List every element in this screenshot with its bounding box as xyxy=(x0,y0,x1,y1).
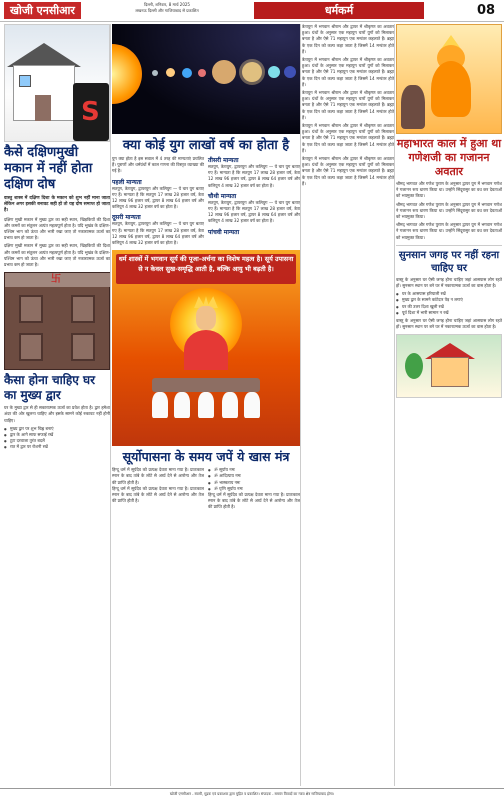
mantra-item: ● ॐ घृणि सूर्याय नमः xyxy=(208,486,300,492)
subheading: चौथी मान्यता xyxy=(208,192,237,200)
box-headline[interactable]: कैसा होना चाहिए घर का मुख्य द्वार xyxy=(4,373,96,403)
list-item: ● घर की उत्तर दिशा खुली रखें xyxy=(396,304,502,310)
list-item: ● रात में द्वार पर रोशनी रखें xyxy=(4,444,110,450)
planet-icon xyxy=(212,60,236,84)
page-number: 08 xyxy=(476,3,496,18)
planet-icon xyxy=(284,66,296,78)
subheading: पांचवी मान्यता xyxy=(208,228,240,236)
swastik-icon: 卐 xyxy=(51,274,61,286)
section-title: धर्मकर्म xyxy=(254,2,424,19)
tips-list xyxy=(396,291,502,316)
house-scene-image xyxy=(396,334,502,398)
column-yug xyxy=(112,24,300,786)
masthead-edition: लखनऊ दिल्ली और गाजियाबाद से प्रकाशित xyxy=(135,8,199,13)
door-panel xyxy=(71,295,95,323)
sage-figure xyxy=(401,85,425,129)
tips-list xyxy=(4,426,110,451)
surya-body xyxy=(184,330,228,370)
article-body: हिन्दू धर्म में सूर्यदेव को प्रत्यक्ष देवता माना गया है। प्रातःकाल स्नान के बाद तांबे के लोटे से अर्घ्य देने से आरोग्य और तेज की प्राप्ति होती है। xyxy=(112,485,204,504)
house-compass-image xyxy=(4,24,110,142)
ganesh-body xyxy=(431,61,471,117)
article-body: त्रेतायुग में भगवान श्रीराम और द्वापर में श्रीकृष्ण का अवतार हुआ। ग्रंथों के अनुसार एक महायुग चारों युगों को मिलाकर बनता है और ऐसे 71 महायुग एक मन्वंतर कहलाते हैं। ब्रह्मा के एक दिन को कल्प कहा जाता है जिसमें 14 मन्वंतर होते हैं। xyxy=(302,156,394,186)
surya-ribbon: धर्म शास्त्रों में भगवान सूर्य की पूजा-अर्चना का विशेष महत्व है। सूर्य उपासना से न केवल सुख-समृद्धि आती है, बल्कि आयु भी बढ़ती है। xyxy=(116,254,296,284)
horse-icon xyxy=(222,392,238,418)
column-divider xyxy=(394,24,395,786)
newspaper-logo[interactable]: खोजी एनसीआर xyxy=(4,2,81,19)
house-roof xyxy=(7,43,81,67)
column-vastu xyxy=(4,24,110,786)
box-headline[interactable]: सुनसान जगह पर नहीं रहना चाहिए घर xyxy=(396,245,502,275)
list-item: ● द्वार के आगे साफ सफाई रखें xyxy=(4,432,110,438)
surya-illustration xyxy=(112,250,300,446)
article-subcolumn xyxy=(208,156,300,246)
surya-headline[interactable]: सूर्योपासना के समय जपें ये खास मंत्र xyxy=(122,449,290,465)
subheading: दूसरी मान्यता xyxy=(112,214,141,222)
column-yug-continued xyxy=(302,24,394,786)
house-window xyxy=(19,75,31,87)
surya-columns xyxy=(112,467,300,510)
article-body: श्रीमद् भागवत और गणेश पुराण के अनुसार द्वापर युग में भगवान गणेश ने गजानन रूप धारण किया था। उन्होंने सिंदूरासुर का वध कर देवताओं को भयमुक्त किया। xyxy=(396,181,502,199)
article-body: दक्षिण मुखी मकान में मुख्य द्वार का सही स्थान, खिड़कियों की दिशा और कमरों का संतुलन अत्यंत महत्वपूर्ण होता है। यदि भूखंड के दक्षिण-पश्चिम भाग को ऊंचा और भारी रखा जाए तो नकारात्मक ऊर्जा का प्रभाव कम हो जाता है। xyxy=(4,216,110,241)
door-panel xyxy=(19,333,43,361)
masthead-meta xyxy=(82,2,252,14)
south-letter-icon: S xyxy=(81,97,100,127)
list-item: ● मुख्य द्वार पर शुभ चिह्न बनाएं xyxy=(4,426,110,432)
article-headline[interactable]: क्या कोई युग लाखों वर्ष का होता है xyxy=(122,138,290,153)
column-divider xyxy=(300,24,301,786)
list-item: ● घर के आसपास हरियाली रखें xyxy=(396,291,502,297)
article-body: श्रीमद् भागवत और गणेश पुराण के अनुसार द्वापर युग में भगवान गणेश ने गजानन रूप धारण किया था। उन्होंने सिंदूरासुर का वध कर देवताओं को भयमुक्त किया। xyxy=(396,201,502,220)
door-panel xyxy=(19,295,43,323)
masthead xyxy=(0,0,504,22)
planet-icon xyxy=(268,66,280,78)
box-body: घर के मुख्य द्वार से ही सकारात्मक ऊर्जा का प्रवेश होता है। द्वार हमेशा अंदर की ओर खुलना चाहिए और इसके सामने कोई रुकावट नहीं होनी चाहिए। xyxy=(4,405,110,423)
article-headline[interactable]: कैसे दक्षिणमुखी मकान में नहीं होता दक्षिण दोष xyxy=(4,145,93,192)
horse-icon xyxy=(198,392,214,418)
horse-icon xyxy=(174,392,190,418)
ganesh-illustration xyxy=(396,24,502,134)
article-intro: युग क्या होता है इस सवाल में 4 तरह की मान्यताएं प्रचलित हैं। पुराणों और धर्मग्रंथों में काल गणना की विस्तृत व्याख्या की गई है। xyxy=(112,156,204,174)
article-columns xyxy=(112,156,300,246)
article-body: त्रेतायुग में भगवान श्रीराम और द्वापर में श्रीकृष्ण का अवतार हुआ। ग्रंथों के अनुसार एक महायुग चारों युगों को मिलाकर बनता है और ऐसे 71 महायुग एक मन्वंतर कहलाते हैं। ब्रह्मा के एक दिन को कल्प कहा जाता है जिसमें 14 मन्वंतर होते हैं। xyxy=(302,123,394,153)
article-body: दक्षिण मुखी मकान में मुख्य द्वार का सही स्थान, खिड़कियों की दिशा और कमरों का संतुलन अत्यंत महत्वपूर्ण होता है। यदि भूखंड के दक्षिण-पश्चिम भाग को ऊंचा और भारी रखा जाए तो नकारात्मक ऊर्जा का प्रभाव कम हो जाता है। xyxy=(4,243,110,268)
chariot-icon xyxy=(152,378,260,392)
article-body: सतयुग, त्रेतायुग, द्वापरयुग और कलियुग — ये चार युग बताए गए हैं। मान्यता है कि सतयुग 17 लाख 28 हजार वर्ष, त्रेता 12 लाख 96 हजार वर्ष, द्वापर 8 लाख 64 हजार वर्ष और कलियुग 4 लाख 32 हजार वर्ष का होता है। xyxy=(112,221,204,246)
article-body: श्रीमद् भागवत और गणेश पुराण के अनुसार द्वापर युग में भगवान गणेश ने गजानन रूप धारण किया था। उन्होंने सिंदूरासुर का वध कर देवताओं को भयमुक्त किया। xyxy=(396,222,502,240)
list-item: ● मुख्य द्वार के सामने कांटेदार पेड़ न लगाएं xyxy=(396,297,502,303)
mantra-item: ● ॐ आदित्याय नमः xyxy=(208,473,300,479)
article-body: त्रेतायुग में भगवान श्रीराम और द्वापर में श्रीकृष्ण का अवतार हुआ। ग्रंथों के अनुसार एक महायुग चारों युगों को मिलाकर बनता है और ऐसे 71 महायुग एक मन्वंतर कहलाते हैं। ब्रह्मा के एक दिन को कल्प कहा जाता है जिसमें 14 मन्वंतर होते हैं। xyxy=(302,57,394,87)
column-ganesh xyxy=(396,24,502,786)
horse-icon xyxy=(152,392,168,418)
column-divider xyxy=(110,24,111,786)
planet-icon xyxy=(166,68,175,77)
subheading: पहली मान्यता xyxy=(112,178,142,186)
article-body: हिन्दू धर्म में सूर्यदेव को प्रत्यक्ष देवता माना गया है। प्रातःकाल स्नान के बाद तांबे के लोटे से अर्घ्य देने से आरोग्य और तेज की प्राप्ति होती है। xyxy=(208,492,300,510)
horse-icon xyxy=(244,392,260,418)
house-body xyxy=(431,357,469,387)
article-subcolumn xyxy=(112,156,204,246)
planet-icon xyxy=(198,69,206,77)
article-body: सतयुग, त्रेतायुग, द्वापरयुग और कलियुग — ये चार युग बताए गए हैं। मान्यता है कि सतयुग 17 लाख 28 हजार वर्ष, त्रेता 12 लाख 96 हजार वर्ष, द्वापर 8 लाख 64 हजार वर्ष और कलियुग 4 लाख 32 हजार वर्ष का होता है। xyxy=(208,164,300,188)
planet-icon xyxy=(182,68,192,78)
article-body: हिन्दू धर्म में सूर्यदेव को प्रत्यक्ष देवता माना गया है। प्रातःकाल स्नान के बाद तांबे के लोटे से अर्घ्य देने से आरोग्य और तेज की प्राप्ति होती है। xyxy=(112,467,204,485)
article-subcolumn xyxy=(112,467,204,510)
list-item: ● पूर्व दिशा में भारी सामान न रखें xyxy=(396,310,502,316)
planet-icon xyxy=(152,70,158,76)
planet-icon xyxy=(242,62,262,82)
solar-system-image xyxy=(112,24,300,134)
article-body: त्रेतायुग में भगवान श्रीराम और द्वापर में श्रीकृष्ण का अवतार हुआ। ग्रंथों के अनुसार एक महायुग चारों युगों को मिलाकर बनता है और ऐसे 71 महायुग एक मन्वंतर कहलाते हैं। ब्रह्मा के एक दिन को कल्प कहा जाता है जिसमें 14 मन्वंतर होते हैं। xyxy=(302,24,394,54)
subheading: तीसरी मान्यता xyxy=(208,157,239,164)
article-headline[interactable]: महाभारत काल में हुआ था गणेशजी का गजानन अवतार xyxy=(396,137,502,178)
mantra-item: ● ॐ सूर्याय नमः xyxy=(208,467,300,473)
door-panel xyxy=(71,333,95,361)
house-door xyxy=(35,95,51,121)
surya-face xyxy=(196,306,216,330)
imprint-line: खोजी एनसीआर - स्वामी, मुद्रक एवं प्रकाशक द्वारा मुद्रित व प्रकाशित। संपादक - समस्त विवादों का न्याय क्षेत्र गाजियाबाद होगा। xyxy=(0,788,504,800)
article-body: सतयुग, त्रेतायुग, द्वापरयुग और कलियुग — ये चार युग बताए गए हैं। मान्यता है कि सतयुग 17 लाख 28 हजार वर्ष, त्रेता 12 लाख 96 हजार वर्ष, द्वापर 8 लाख 64 हजार वर्ष और कलियुग 4 लाख 32 हजार वर्ष का होता है। xyxy=(112,185,204,210)
box-body: वास्तु के अनुसार घर ऐसी जगह होना चाहिए जहां आसपास लोग रहते हों। सुनसान स्थान पर बने घर में नकारात्मक ऊर्जा का वास होता है। xyxy=(396,318,502,330)
sun-icon xyxy=(112,44,142,104)
main-door-image xyxy=(4,272,110,370)
article-lead: वास्तु शास्त्र में दक्षिण दिशा के मकान को शुभ नहीं माना जाता लेकिन अगर इसकी बनावट सही हो तो यह दोष समाप्त हो जाता है। xyxy=(4,196,110,214)
box-body: वास्तु के अनुसार घर ऐसी जगह होना चाहिए जहां आसपास लोग रहते हों। सुनसान स्थान पर बने घर में नकारात्मक ऊर्जा का वास होता है। xyxy=(396,276,502,289)
article-body: सतयुग, त्रेतायुग, द्वापरयुग और कलियुग — ये चार युग बताए गए हैं। मान्यता है कि सतयुग 17 लाख 28 हजार वर्ष, त्रेता 12 लाख 96 हजार वर्ष, द्वापर 8 लाख 64 हजार वर्ष और कलियुग 4 लाख 32 हजार वर्ष का होता है। xyxy=(208,199,300,224)
list-item: ● टूटा दरवाजा तुरंत बदलें xyxy=(4,438,110,444)
tree-icon xyxy=(405,353,423,379)
article-subcolumn xyxy=(208,467,300,510)
masthead-date: दिल्ली, शनिवार, 8 मार्च 2025 xyxy=(144,2,190,7)
article-body: त्रेतायुग में भगवान श्रीराम और द्वापर में श्रीकृष्ण का अवतार हुआ। ग्रंथों के अनुसार एक महायुग चारों युगों को मिलाकर बनता है और ऐसे 71 महायुग एक मन्वंतर कहलाते हैं। ब्रह्मा के एक दिन को कल्प कहा जाता है जिसमें 14 मन्वंतर होते हैं। xyxy=(302,90,394,120)
mantra-item: ● ॐ भास्कराय नमः xyxy=(208,480,300,486)
